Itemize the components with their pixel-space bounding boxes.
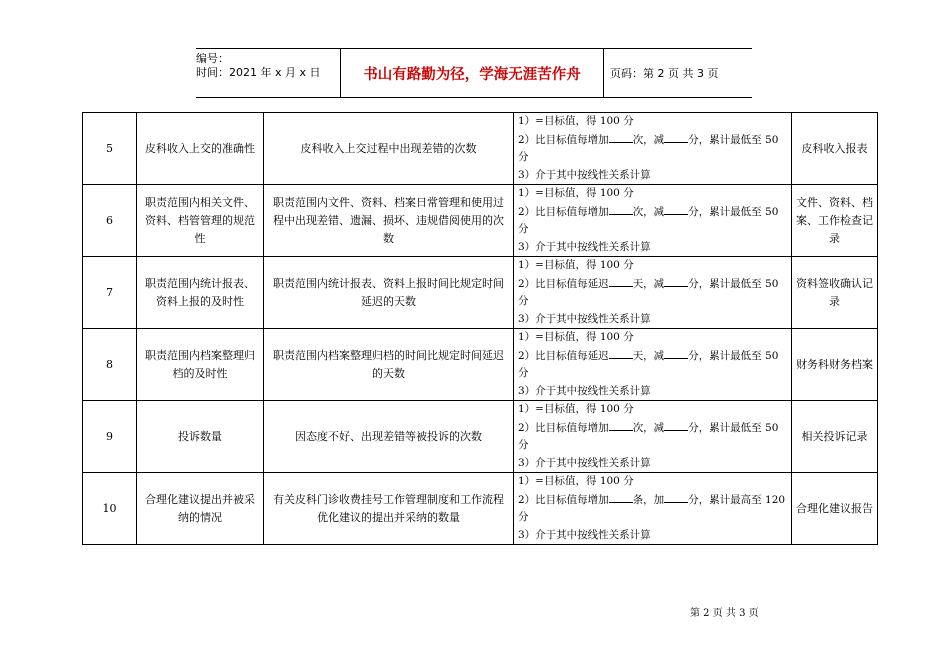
fill-blank (664, 203, 688, 215)
scoring-rule (514, 257, 792, 329)
rule-line-2-part-a: 2）比目标值每延迟 (518, 349, 609, 362)
rule-line-2 (518, 347, 787, 383)
rule-line-2-part-b: 天，减 (632, 349, 665, 362)
data-source: 文件、资料、档案、工作检查记录 (792, 185, 878, 257)
fill-blank (664, 131, 688, 143)
rule-line-2 (518, 131, 787, 167)
row-number: 6 (83, 185, 137, 257)
indicator-definition: 职责范围内文件、资料、档案日常管理和使用过程中出现差错、遗漏、损坏、违规借阅使用的次数 (264, 185, 514, 257)
rule-line-1: 1）=目标值，得 100 分 (518, 259, 634, 271)
fill-blank (664, 491, 688, 503)
rule-line-2-part-b: 次，减 (632, 133, 665, 146)
fill-blank (609, 131, 633, 143)
time-label: 时间：2021 年 x 月 x 日 (196, 66, 321, 79)
fill-blank (664, 275, 688, 287)
table-row (83, 473, 878, 545)
fill-blank (609, 347, 633, 359)
rule-line-2-part-a: 2）比目标值每延迟 (518, 277, 609, 290)
rule-line-2-part-b: 次，减 (632, 205, 665, 218)
table-row (83, 257, 878, 329)
rule-line-2-part-b: 次，减 (632, 421, 665, 434)
number-label: 编号： (196, 52, 229, 65)
rule-line-1: 1）=目标值，得 100 分 (518, 403, 634, 415)
indicator-definition: 职责范围内档案整理归档的时间比规定时间延迟的天数 (264, 329, 514, 401)
rule-line-2-part-b: 天，减 (632, 277, 665, 290)
rule-line-3: 3）介于其中按线性关系计算 (518, 168, 651, 181)
rule-line-1: 1）=目标值，得 100 分 (518, 331, 634, 343)
rule-line-3: 3）介于其中按线性关系计算 (518, 456, 651, 469)
header-page-number: 页码：第 2 页 共 3 页 (610, 67, 719, 80)
rule-line-3: 3）介于其中按线性关系计算 (518, 384, 651, 397)
data-source: 财务科财务档案 (792, 329, 878, 401)
table-row (83, 113, 878, 185)
indicator-name: 职责范围内统计报表、资料上报的及时性 (137, 257, 264, 329)
header-meta (196, 49, 340, 100)
header-slogan: 书山有路勤为径，学海无涯苦作舟 (340, 49, 604, 97)
rule-line-3: 3）介于其中按线性关系计算 (518, 312, 651, 325)
row-number: 8 (83, 329, 137, 401)
table-row (83, 185, 878, 257)
rule-line-2-part-c: 分，累计最低至 50 分 (518, 349, 779, 379)
data-source: 资料签收确认记录 (792, 257, 878, 329)
row-number: 5 (83, 113, 137, 185)
kpi-table (82, 112, 878, 545)
document-header (196, 48, 752, 98)
indicator-name: 投诉数量 (137, 401, 264, 473)
rule-line-2-part-c: 分，累计最低至 50 分 (518, 133, 779, 163)
indicator-definition: 皮科收入上交过程中出现差错的次数 (264, 113, 514, 185)
rule-line-2-part-a: 2）比目标值每增加 (518, 493, 609, 506)
rule-line-2-part-a: 2）比目标值每增加 (518, 133, 609, 146)
indicator-definition: 因态度不好、出现差错等被投诉的次数 (264, 401, 514, 473)
row-number: 10 (83, 473, 137, 545)
rule-line-2 (518, 491, 787, 527)
indicator-name: 合理化建议提出并被采纳的情况 (137, 473, 264, 545)
scoring-rule (514, 113, 792, 185)
rule-line-2-part-c: 分，累计最高至 120 分 (518, 493, 786, 523)
rule-line-2 (518, 419, 787, 455)
scoring-rule (514, 401, 792, 473)
indicator-definition: 有关皮科门诊收费挂号工作管理制度和工作流程优化建议的提出并采纳的数量 (264, 473, 514, 545)
rule-line-2-part-c: 分，累计最低至 50 分 (518, 421, 779, 451)
rule-line-3: 3）介于其中按线性关系计算 (518, 528, 651, 541)
data-source: 合理化建议报告 (792, 473, 878, 545)
indicator-name: 职责范围内档案整理归档的及时性 (137, 329, 264, 401)
scoring-rule (514, 185, 792, 257)
rule-line-3: 3）介于其中按线性关系计算 (518, 240, 651, 253)
fill-blank (609, 275, 633, 287)
fill-blank (664, 347, 688, 359)
rule-line-2 (518, 275, 787, 311)
indicator-name: 职责范围内相关文件、资料、档管管理的规范性 (137, 185, 264, 257)
data-source: 相关投诉记录 (792, 401, 878, 473)
kpi-table-body (83, 113, 878, 545)
scoring-rule (514, 473, 792, 545)
indicator-name: 皮科收入上交的准确性 (137, 113, 264, 185)
rule-line-1: 1）=目标值，得 100 分 (518, 475, 634, 487)
table-row (83, 329, 878, 401)
rule-line-2-part-c: 分，累计最低至 50 分 (518, 277, 779, 307)
table-row (83, 401, 878, 473)
rule-line-1: 1）=目标值，得 100 分 (518, 187, 634, 199)
rule-line-2-part-b: 条，加 (632, 493, 665, 506)
rule-line-1: 1）=目标值，得 100 分 (518, 115, 634, 127)
fill-blank (609, 419, 633, 431)
scoring-rule (514, 329, 792, 401)
rule-line-2-part-a: 2）比目标值每增加 (518, 205, 609, 218)
rule-line-2 (518, 203, 787, 239)
row-number: 7 (83, 257, 137, 329)
rule-line-2-part-c: 分，累计最低至 50 分 (518, 205, 779, 235)
rule-line-2-part-a: 2）比目标值每增加 (518, 421, 609, 434)
page-footer: 第 2 页 共 3 页 (690, 608, 759, 619)
row-number: 9 (83, 401, 137, 473)
fill-blank (664, 419, 688, 431)
data-source: 皮科收入报表 (792, 113, 878, 185)
indicator-definition: 职责范围内统计报表、资料上报时间比规定时间延迟的天数 (264, 257, 514, 329)
fill-blank (609, 491, 633, 503)
fill-blank (609, 203, 633, 215)
